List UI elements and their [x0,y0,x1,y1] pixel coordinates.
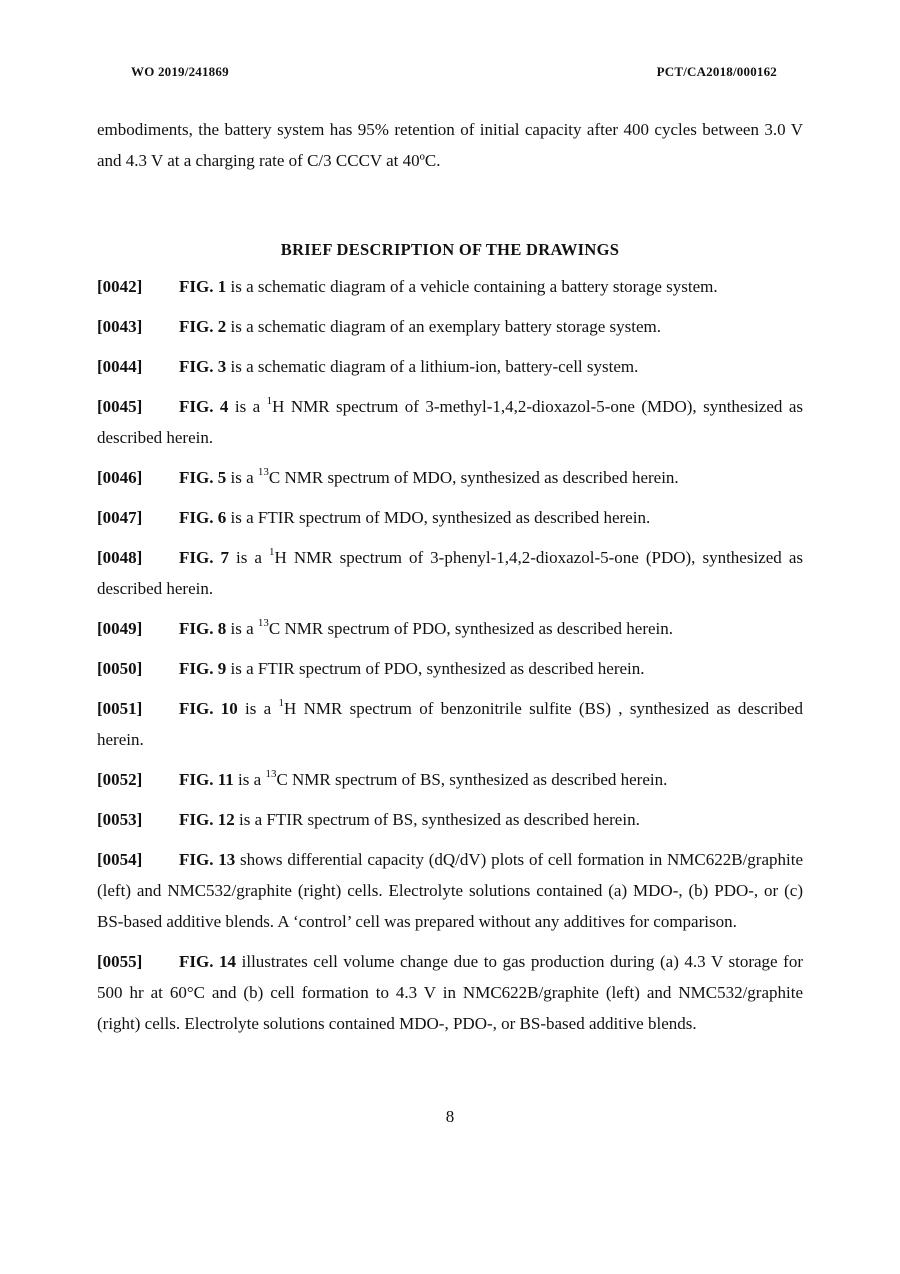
figure-reference: FIG. 14 [179,952,237,971]
figure-reference: FIG. 5 [179,468,227,487]
paragraph-number: [0053] [97,810,143,829]
paragraph [97,693,803,755]
paragraph [97,804,803,835]
figure-reference: FIG. 9 [179,659,227,678]
paragraph-text: is a [233,770,266,789]
isotope-superscript: 13 [257,466,269,479]
page-number: 8 [445,1107,455,1126]
paragraph-number: [0049] [97,619,143,638]
paragraph-text: is a FTIR spectrum of BS, synthesized as described herein. [234,810,640,829]
paragraph-list [97,271,803,1039]
paragraph-text: is a [228,397,267,416]
figure-reference: FIG. 13 [179,850,236,869]
paragraph-text: is a [226,468,258,487]
figure-reference: FIG. 1 [179,277,227,296]
paragraph [97,764,803,795]
document-body [97,114,803,1048]
paragraph-text: is a schematic diagram of an exemplary battery storage system. [226,317,661,336]
paragraph-text: illustrates cell volume change due to gas production during (a) 4.3 V storage for 500 hr at 60°C and (b) cell formation to 4.3 V in NMC622B/graphite (left) and NMC532/graphite (right) cells. Electrolyte solutions contained MDO-, PDO-, or BS-based additive blends. [97,952,803,1033]
figure-reference: FIG. 8 [179,619,227,638]
isotope-superscript: 13 [265,768,277,781]
intro-paragraph: embodiments, the battery system has 95% retention of initial capacity after 400 cycles between 3.0 V and 4.3 V at a charging rate of C/3 CCCV at 40ºC. [97,120,803,170]
paragraph [97,613,803,644]
paragraph-text: is a FTIR spectrum of MDO, synthesized as described herein. [226,508,651,527]
paragraph-text: is a [226,619,258,638]
paragraph [97,844,803,937]
paragraph [97,351,803,382]
paragraph-text: is a FTIR spectrum of PDO, synthesized as described herein. [226,659,645,678]
paragraph [97,946,803,1039]
paragraph-text: is a [237,699,279,718]
isotope-superscript: 13 [257,617,269,630]
paragraph-number: [0048] [97,548,143,567]
paragraph-number: [0045] [97,397,143,416]
paragraph-number: [0050] [97,659,143,678]
paragraph [97,311,803,342]
isotope-superscript: 1 [269,546,275,559]
figure-reference: FIG. 6 [179,508,227,527]
figure-reference: FIG. 2 [179,317,227,336]
isotope-superscript: 1 [278,697,285,710]
paragraph-number: [0046] [97,468,143,487]
paragraph [97,391,803,453]
paragraph [97,653,803,684]
section-heading: BRIEF DESCRIPTION OF THE DRAWINGS [280,240,620,259]
paragraph-number: [0054] [97,850,143,869]
figure-reference: FIG. 3 [179,357,227,376]
paragraph-text-continued: H NMR spectrum of 3-phenyl-1,4,2-dioxazol-5-one (PDO), synthesized as described herein. [97,548,803,598]
paragraph [97,271,803,302]
paragraph-number: [0043] [97,317,143,336]
paragraph-text-continued: C NMR spectrum of PDO, synthesized as described herein. [268,619,674,638]
figure-reference: FIG. 4 [179,397,229,416]
figure-reference: FIG. 11 [179,770,234,789]
paragraph-number: [0055] [97,952,143,971]
paragraph-text: shows differential capacity (dQ/dV) plots of cell formation in NMC622B/graphite (left) and NMC532/graphite (right) cells. Electrolyte solutions contained (a) MDO-, (b) PDO-, or (c) BS-based additive blends. A ‘control’ cell was prepared without any additives for comparison. [97,850,804,931]
paragraph-text: is a schematic diagram of a vehicle containing a battery storage system. [226,277,718,296]
paragraph-text-continued: C NMR spectrum of MDO, synthesized as described herein. [268,468,679,487]
paragraph-text: is a [229,548,270,567]
isotope-superscript: 1 [266,395,273,408]
paragraph-number: [0042] [97,277,143,296]
paragraph-number: [0051] [97,699,143,718]
paragraph-text-continued: H NMR spectrum of benzonitrile sulfite (BS) , synthesized as described herein. [97,699,803,749]
paragraph-number: [0047] [97,508,143,527]
publication-number: WO 2019/241869 [131,64,229,79]
paragraph [97,542,803,604]
figure-reference: FIG. 10 [179,699,238,718]
paragraph-number: [0052] [97,770,143,789]
paragraph-number: [0044] [97,357,143,376]
figure-reference: FIG. 12 [179,810,235,829]
application-number: PCT/CA2018/000162 [656,64,777,79]
paragraph [97,502,803,533]
paragraph [97,462,803,493]
paragraph-text-continued: C NMR spectrum of BS, synthesized as described herein. [276,770,668,789]
figure-reference: FIG. 7 [179,548,230,567]
paragraph-text-continued: H NMR spectrum of 3-methyl-1,4,2-dioxazol-5-one (MDO), synthesized as described herein. [97,397,803,447]
paragraph-text: is a schematic diagram of a lithium-ion, battery-cell system. [226,357,639,376]
